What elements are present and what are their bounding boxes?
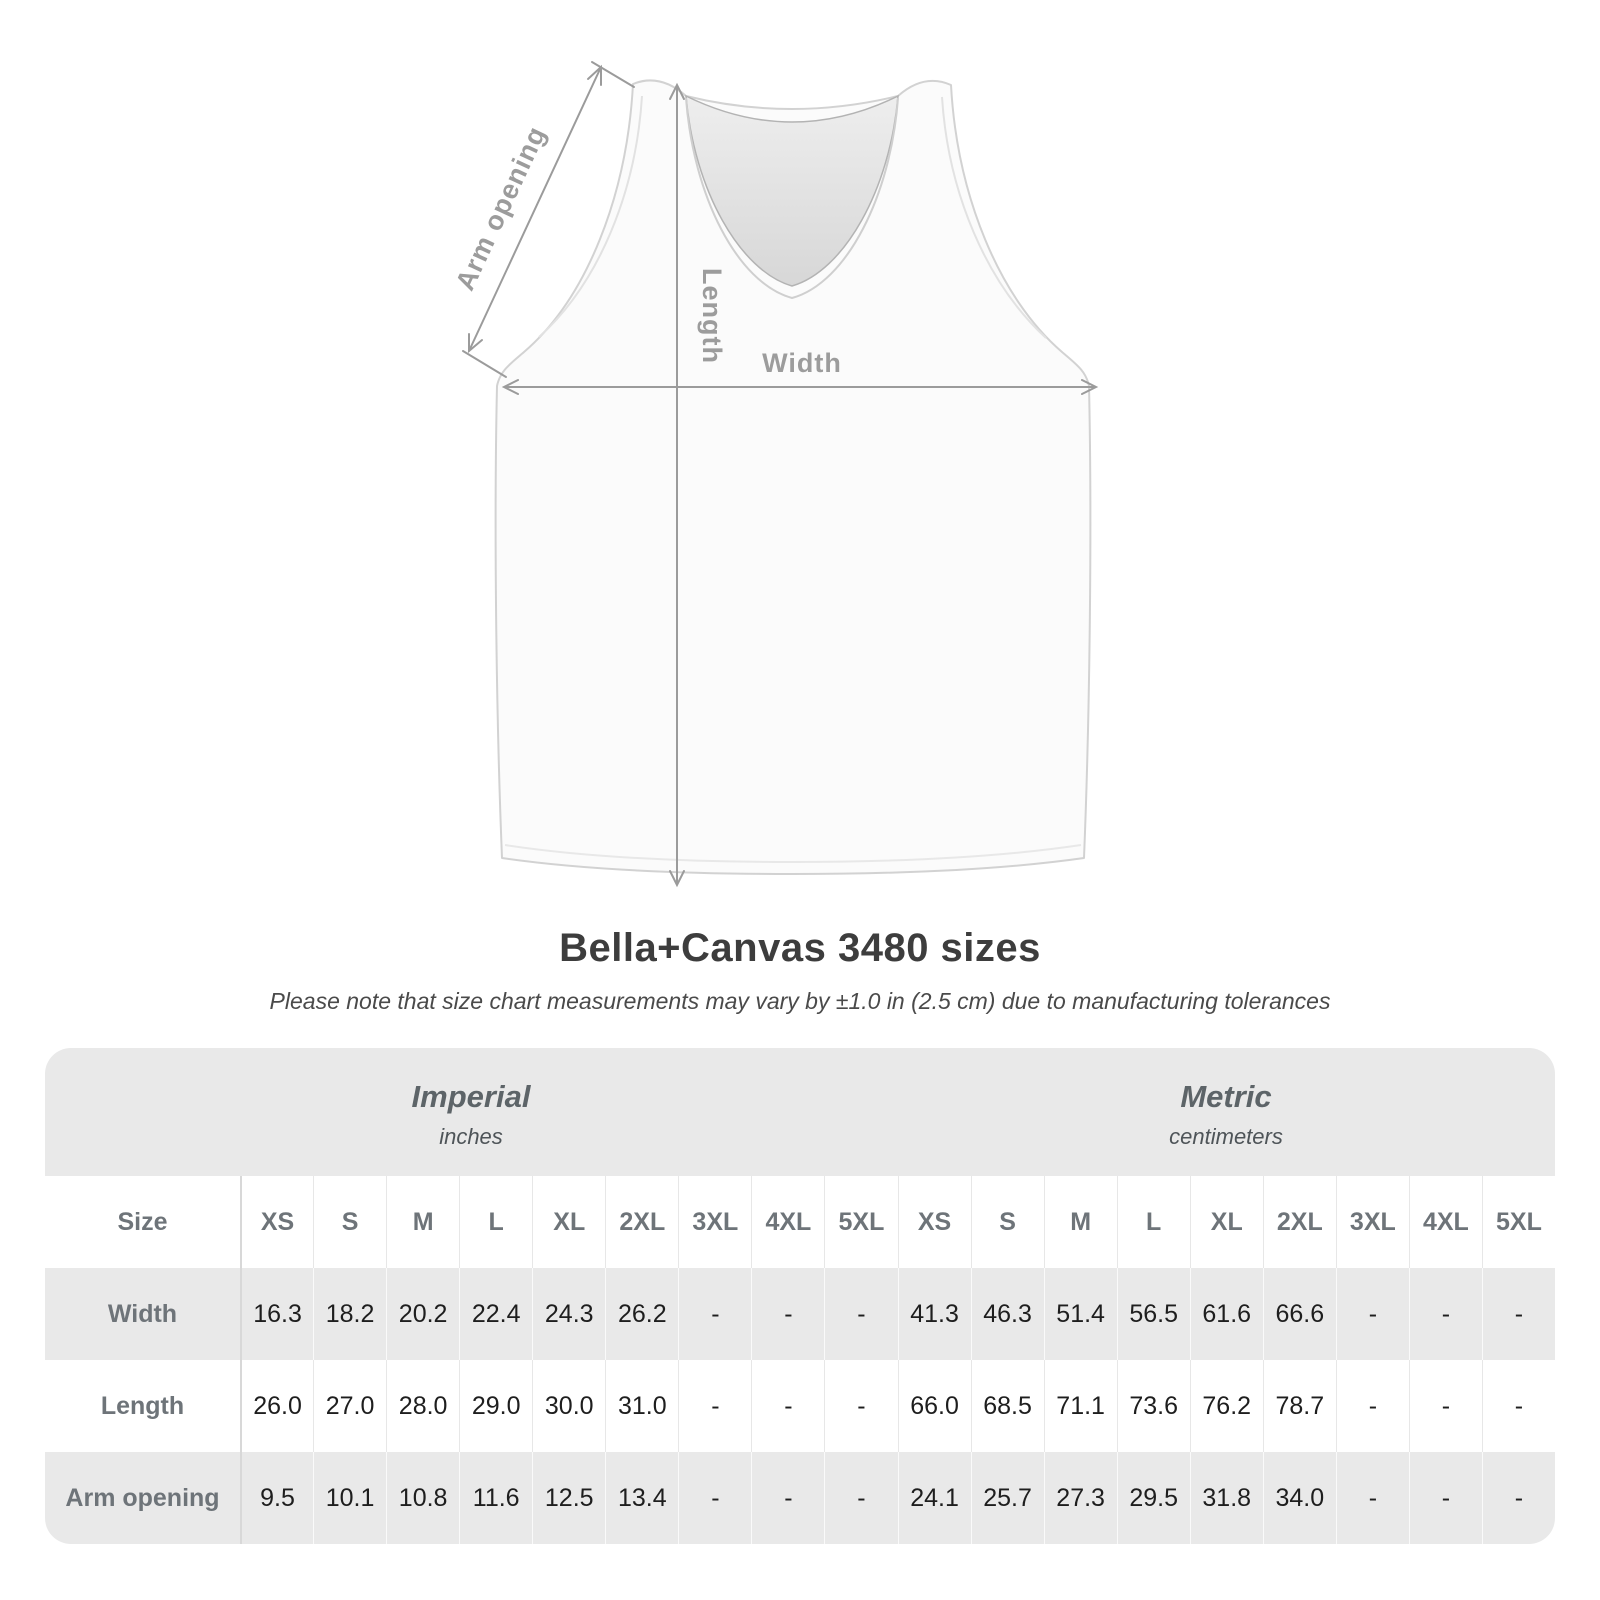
- cell: -: [824, 1268, 897, 1360]
- cell: 31.8: [1190, 1452, 1263, 1544]
- cell: -: [1409, 1360, 1482, 1452]
- length-label: Length: [697, 268, 727, 364]
- column-header: 2XL: [1263, 1176, 1336, 1268]
- cell: -: [751, 1360, 824, 1452]
- cell: -: [824, 1360, 897, 1452]
- column-header: S: [313, 1176, 386, 1268]
- size-table: [45, 1048, 1555, 1544]
- cell: 56.5: [1117, 1268, 1190, 1360]
- cell: -: [1409, 1268, 1482, 1360]
- column-header: 3XL: [678, 1176, 751, 1268]
- row-label: Width: [107, 1299, 178, 1328]
- cell: 31.0: [605, 1360, 678, 1452]
- table-row-arm-opening: [45, 1452, 1555, 1544]
- cell: 18.2: [313, 1268, 386, 1360]
- metric-unit: centimeters: [1169, 1123, 1283, 1149]
- column-header: L: [459, 1176, 532, 1268]
- cell: -: [1336, 1452, 1409, 1544]
- cell: -: [1336, 1268, 1409, 1360]
- row-label: Arm opening: [65, 1483, 220, 1512]
- column-header: 2XL: [605, 1176, 678, 1268]
- column-header: XL: [532, 1176, 605, 1268]
- cell: 26.0: [240, 1360, 313, 1452]
- cell: -: [678, 1360, 751, 1452]
- imperial-unit: inches: [439, 1123, 503, 1149]
- cell: 28.0: [386, 1360, 459, 1452]
- cell: 27.0: [313, 1360, 386, 1452]
- column-header: M: [1044, 1176, 1117, 1268]
- cell: -: [1482, 1360, 1555, 1452]
- cell: 66.6: [1263, 1268, 1336, 1360]
- cell: -: [751, 1268, 824, 1360]
- cell: 30.0: [532, 1360, 605, 1452]
- cell: 51.4: [1044, 1268, 1117, 1360]
- cell: 61.6: [1190, 1268, 1263, 1360]
- metric-label: Metric: [1180, 1078, 1272, 1114]
- cell: -: [1336, 1360, 1409, 1452]
- column-header: XS: [240, 1176, 313, 1268]
- cell: -: [1482, 1268, 1555, 1360]
- cell: 24.1: [898, 1452, 971, 1544]
- cell: -: [1409, 1452, 1482, 1544]
- cell: 25.7: [971, 1452, 1044, 1544]
- column-header: 5XL: [824, 1176, 897, 1268]
- column-header: XS: [898, 1176, 971, 1268]
- cell: -: [678, 1268, 751, 1360]
- cell: 13.4: [605, 1452, 678, 1544]
- table-row-width: [45, 1268, 1555, 1360]
- cell: 11.6: [459, 1452, 532, 1544]
- cell: 24.3: [532, 1268, 605, 1360]
- column-header: 3XL: [1336, 1176, 1409, 1268]
- cell: -: [751, 1452, 824, 1544]
- cell: -: [824, 1452, 897, 1544]
- unit-header-band: [45, 1048, 1555, 1176]
- page-title: Bella+Canvas 3480 sizes: [559, 926, 1041, 970]
- column-header: 4XL: [1409, 1176, 1482, 1268]
- cell: 46.3: [971, 1268, 1044, 1360]
- row-label: Length: [100, 1391, 185, 1420]
- cell: 41.3: [898, 1268, 971, 1360]
- cell: 68.5: [971, 1360, 1044, 1452]
- cell: 71.1: [1044, 1360, 1117, 1452]
- arm-opening-tick-bottom: [463, 351, 506, 377]
- column-header: L: [1117, 1176, 1190, 1268]
- width-label: Width: [762, 348, 842, 378]
- cell: 12.5: [532, 1452, 605, 1544]
- cell: 26.2: [605, 1268, 678, 1360]
- column-header: XL: [1190, 1176, 1263, 1268]
- cell: 16.3: [240, 1268, 313, 1360]
- cell: 10.8: [386, 1452, 459, 1544]
- cell: 10.1: [313, 1452, 386, 1544]
- cell: 9.5: [240, 1452, 313, 1544]
- tolerance-note: Please note that size chart measurements may vary by ±1.0 in (2.5 cm) due to manufacturing tolerances: [269, 988, 1331, 1014]
- cell: 76.2: [1190, 1360, 1263, 1452]
- column-header: 4XL: [751, 1176, 824, 1268]
- size-header-row: [45, 1176, 1555, 1268]
- cell: 66.0: [898, 1360, 971, 1452]
- column-header: S: [971, 1176, 1044, 1268]
- cell: 27.3: [1044, 1452, 1117, 1544]
- cell: 29.0: [459, 1360, 532, 1452]
- column-header-size: Size: [117, 1207, 168, 1236]
- imperial-unit-group: [45, 1048, 897, 1176]
- cell: -: [678, 1452, 751, 1544]
- cell: 78.7: [1263, 1360, 1336, 1452]
- table-row-length: [45, 1360, 1555, 1452]
- cell: -: [1482, 1452, 1555, 1544]
- cell: 34.0: [1263, 1452, 1336, 1544]
- cell: 29.5: [1117, 1452, 1190, 1544]
- cell: 73.6: [1117, 1360, 1190, 1452]
- arm-opening-label: Arm opening: [449, 121, 552, 295]
- cell: 20.2: [386, 1268, 459, 1360]
- column-header: M: [386, 1176, 459, 1268]
- metric-unit-group: [897, 1048, 1555, 1176]
- cell: 22.4: [459, 1268, 532, 1360]
- column-header: 5XL: [1482, 1176, 1555, 1268]
- imperial-label: Imperial: [411, 1078, 531, 1114]
